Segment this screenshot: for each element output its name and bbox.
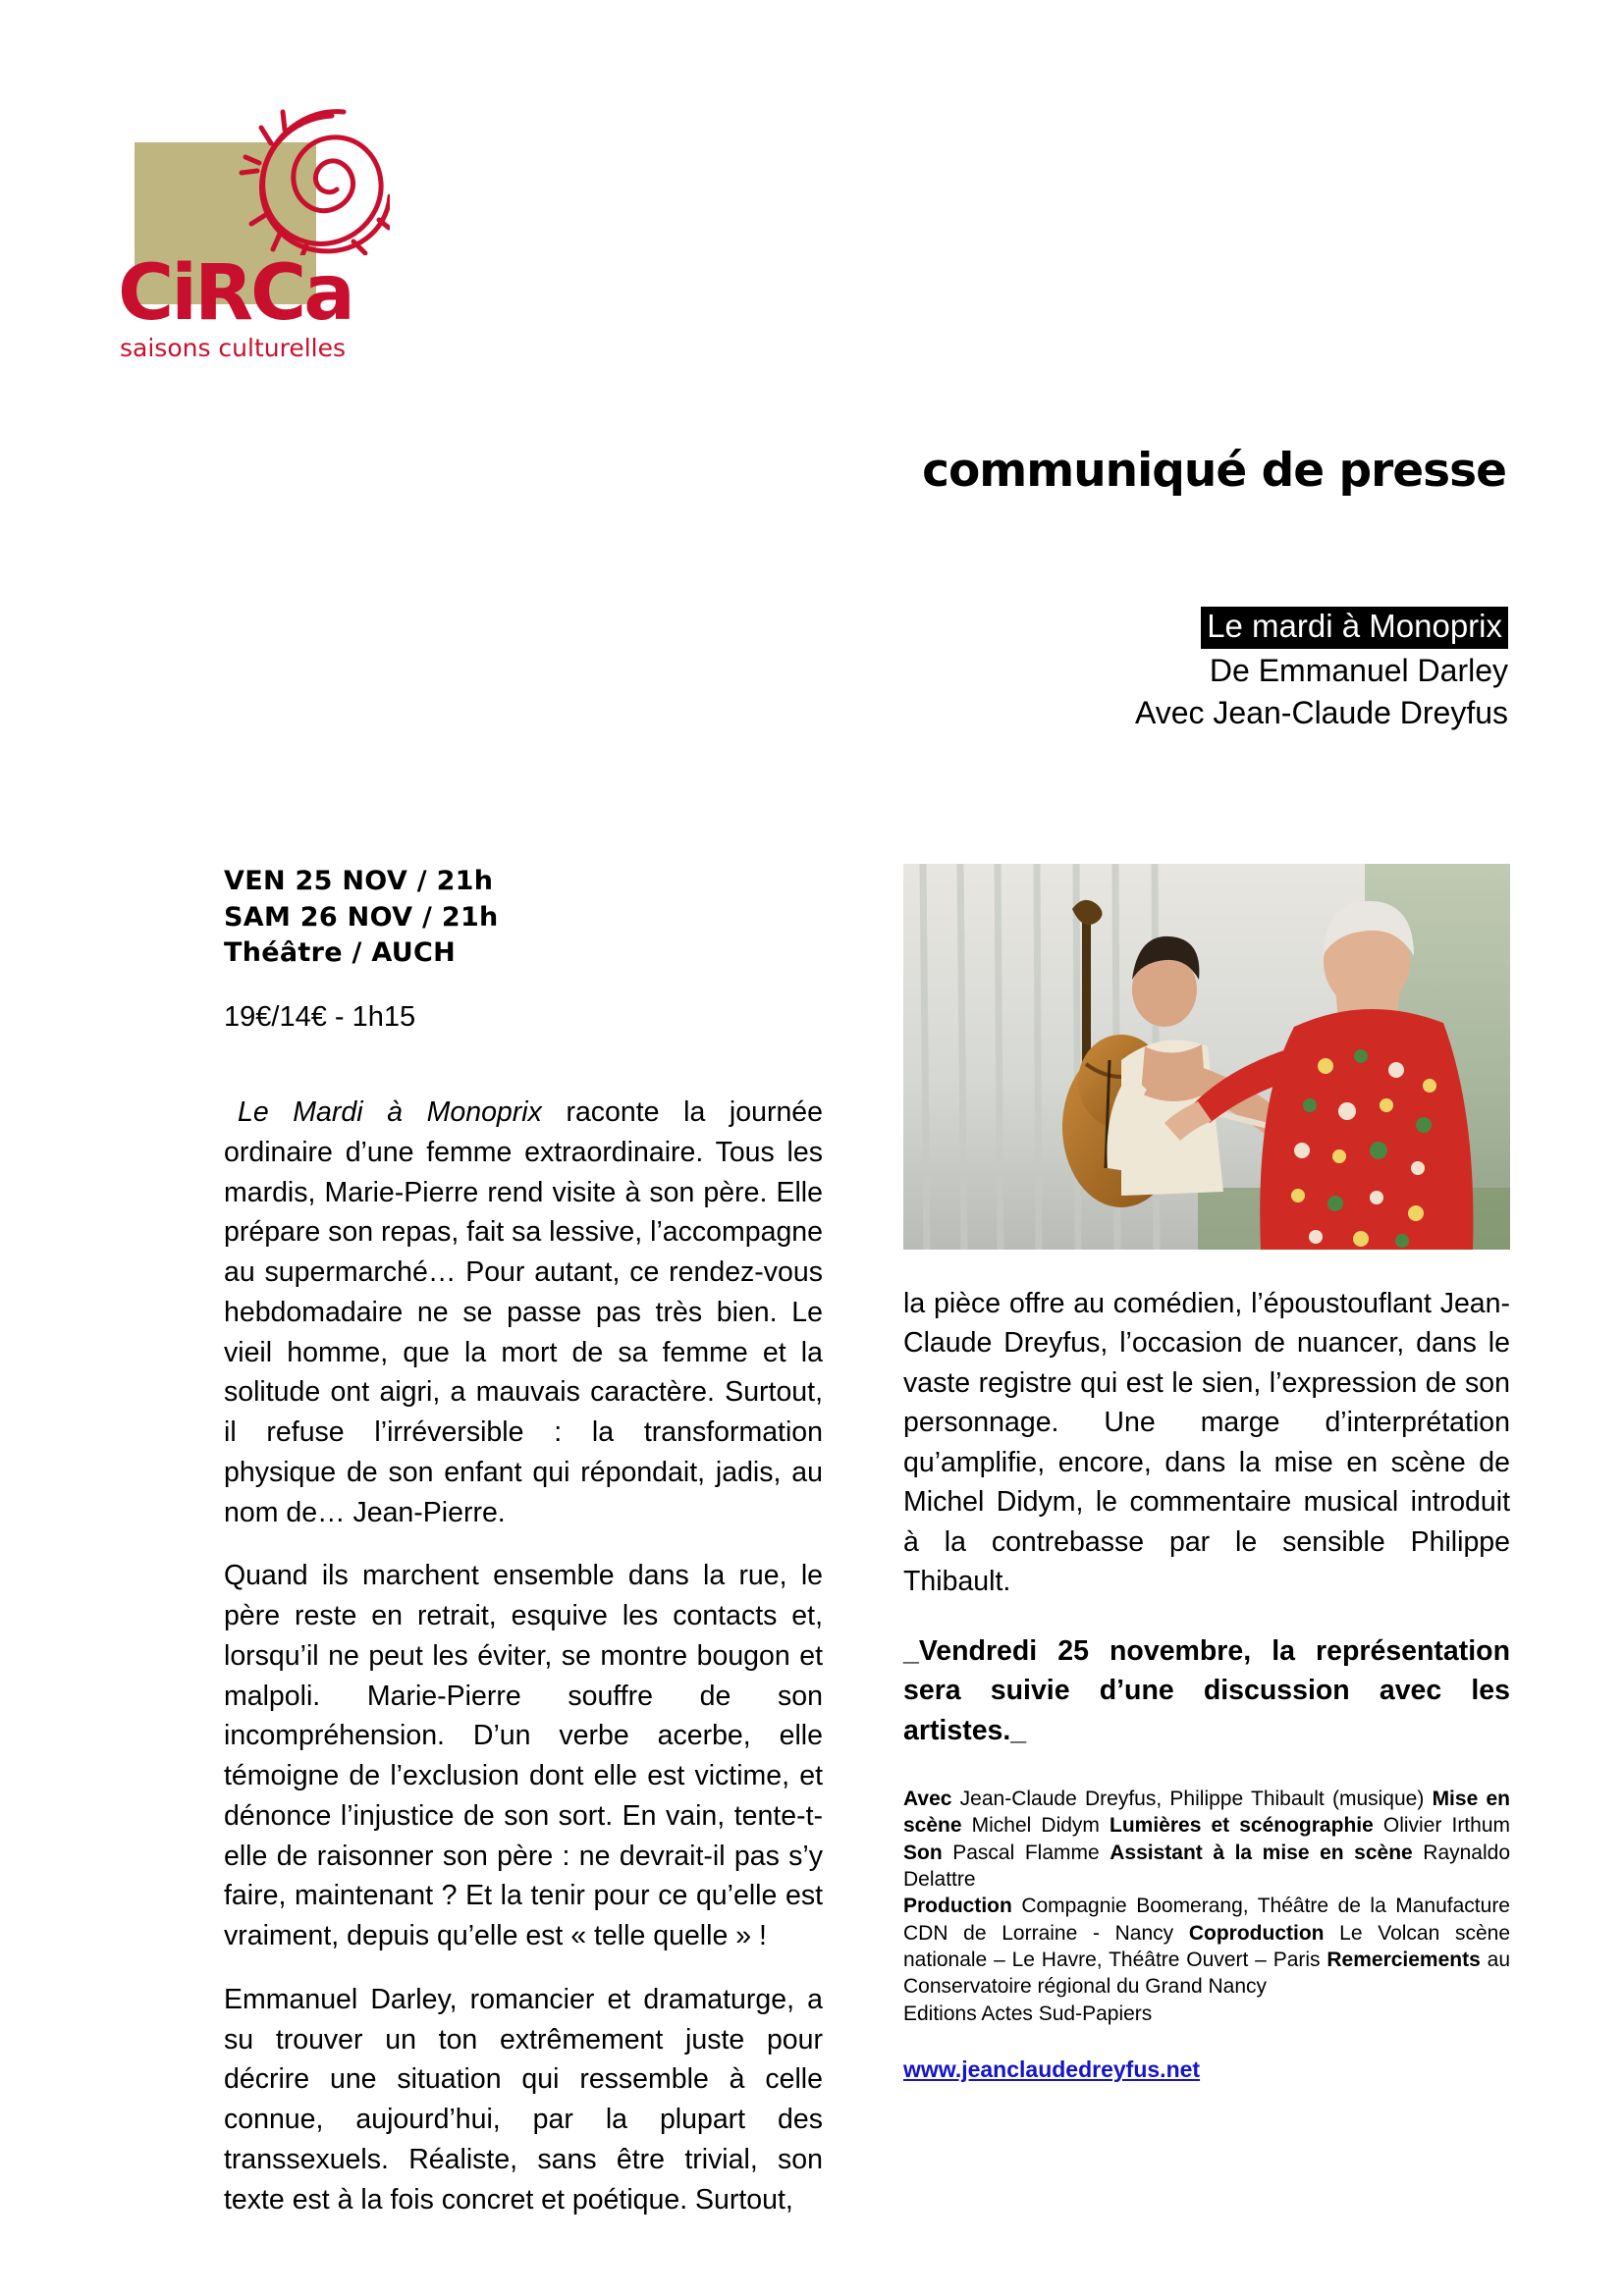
show-title: Le mardi à Monoprix — [1201, 607, 1508, 649]
spiral-swirl-icon — [238, 108, 390, 255]
credits-cast-line — [903, 1786, 1510, 1893]
venue-line: Théâtre / AUCH — [224, 937, 456, 969]
credits-coproduction-label: Coproduction — [1188, 1921, 1325, 1945]
synopsis-paragraph-1-rest: raconte la journée ordinaire d’une femme extraordinaire. Tous les mardis, Marie-Pierre rend visite à son père. Elle prépare son repas, fait sa lessive, l’accompagne au supermarché… Pour autant, ce rendez-vous hebdomadaire ne se passe pas très bien. Le vieil homme, que la mort de sa femme et la solitude ont aigri, a mauvais caractère. Surtout, il refuse l’irréversible : la transformation physique de son enfant qui répondait, jadis, au nom de… Jean-Pierre. — [224, 1096, 823, 1528]
website-link[interactable]: www.jeanclaudedreyfus.net — [903, 2056, 1201, 2082]
credits-editions-line: Editions Actes Sud-Papiers — [903, 2002, 1153, 2025]
credits-mise-value: Michel Didym — [961, 1814, 1110, 1838]
credits-production-label: Production — [903, 1895, 1012, 1918]
right-column — [903, 864, 1510, 2083]
left-column — [224, 864, 823, 2243]
credits-avec-label: Avec — [903, 1788, 952, 1811]
synopsis-paragraph-2: Quand ils marchent ensemble dans la rue, le père reste en retrait, esquive les contacts et, lorsqu’il ne peut les éviter, se montre bougon et malpoli. Marie-Pierre souffre de son incompréhension. D’un verbe acerbe, elle témoigne de l’exclusion dont elle est victime, et dénonce l’injustice de son sort. En vain, tente-t-elle de raisonner son père : ne devrait-il pas s’y faire, maintenant ? Et la tenir pour ce qu’elle est vraiment, depuis qu’elle est « telle quelle » ! — [224, 1560, 823, 1952]
date-line-2: SAM 26 NOV / 21h — [224, 901, 499, 933]
review-paragraph: la pièce offre au comédien, l’époustouflant Jean-Claude Dreyfus, l’occasion de nuancer, dans le vaste registre qui est le sien, l’expression de son personnage. Une marge d’interprétation qu’amplifie, encore, dans la mise en scène de Michel Didym, le commentaire musical introduit à la contrebasse par le sensible Philippe Thibault. — [903, 1288, 1510, 1598]
discussion-note: _Vendredi 25 novembre, la représentation sera suivie d’une discussion avec les artistes._ — [903, 1634, 1510, 1746]
production-photo-two-actors-cello — [903, 864, 1510, 1250]
credits-coproduction-value: Le Volcan scène nationale – Le Havre, Théâtre Ouvert – Paris — [903, 1921, 1511, 1971]
show-performer: Avec Jean-Claude Dreyfus — [1134, 694, 1508, 730]
credits-lumieres-value: Olivier Irthum — [1373, 1814, 1510, 1838]
credits-production-line — [903, 1893, 1510, 2000]
credits-lumieres-label: Lumières et scénographie — [1110, 1814, 1374, 1838]
date-line-1: VEN 25 NOV / 21h — [224, 866, 494, 896]
show-author: De Emmanuel Darley — [1209, 652, 1508, 688]
page-title: communiqué de presse — [922, 444, 1506, 498]
credits-assistant-label: Assistant à la mise en scène — [1110, 1841, 1413, 1864]
circa-logo — [118, 108, 412, 383]
logo-tagline: saisons culturelles — [120, 334, 347, 362]
credits-son-label: Son — [903, 1841, 943, 1864]
price-duration: 19€/14€ - 1h15 — [224, 1001, 416, 1034]
show-title-block — [1135, 607, 1508, 733]
synopsis-title-italic: Le Mardi à Monoprix — [238, 1096, 542, 1129]
credits-son-value: Pascal Flamme — [942, 1841, 1110, 1864]
credits-assistant-value: Raynaldo Delattre — [903, 1841, 1511, 1892]
credits-mise-label: Mise en scène — [903, 1788, 1510, 1838]
credits-remerciements-value: au Conservatoire régional du Grand Nancy — [903, 1948, 1510, 1999]
synopsis-paragraph-3: Emmanuel Darley, romancier et dramaturge, a su trouver un ton extrêmement juste pour décrire une situation qui ressemble à celle connue, aujourd’hui, par la plupart des transsexuels. Réaliste, sans être trivial, son texte est à la fois concret et poétique. Surtout, — [224, 1983, 823, 2216]
credits-remerciements-label: Remerciements — [1326, 1948, 1481, 1971]
credits-block — [903, 1786, 1510, 2027]
credits-production-value: Compagnie Boomerang, Théâtre de la Manufacture CDN de Lorraine - Nancy — [903, 1895, 1510, 1945]
logo-wordmark: CiRCa — [118, 249, 352, 338]
credits-avec-value: Jean-Claude Dreyfus, Philippe Thibault (musique) — [951, 1788, 1433, 1811]
synopsis-paragraph-1 — [224, 1093, 823, 1532]
